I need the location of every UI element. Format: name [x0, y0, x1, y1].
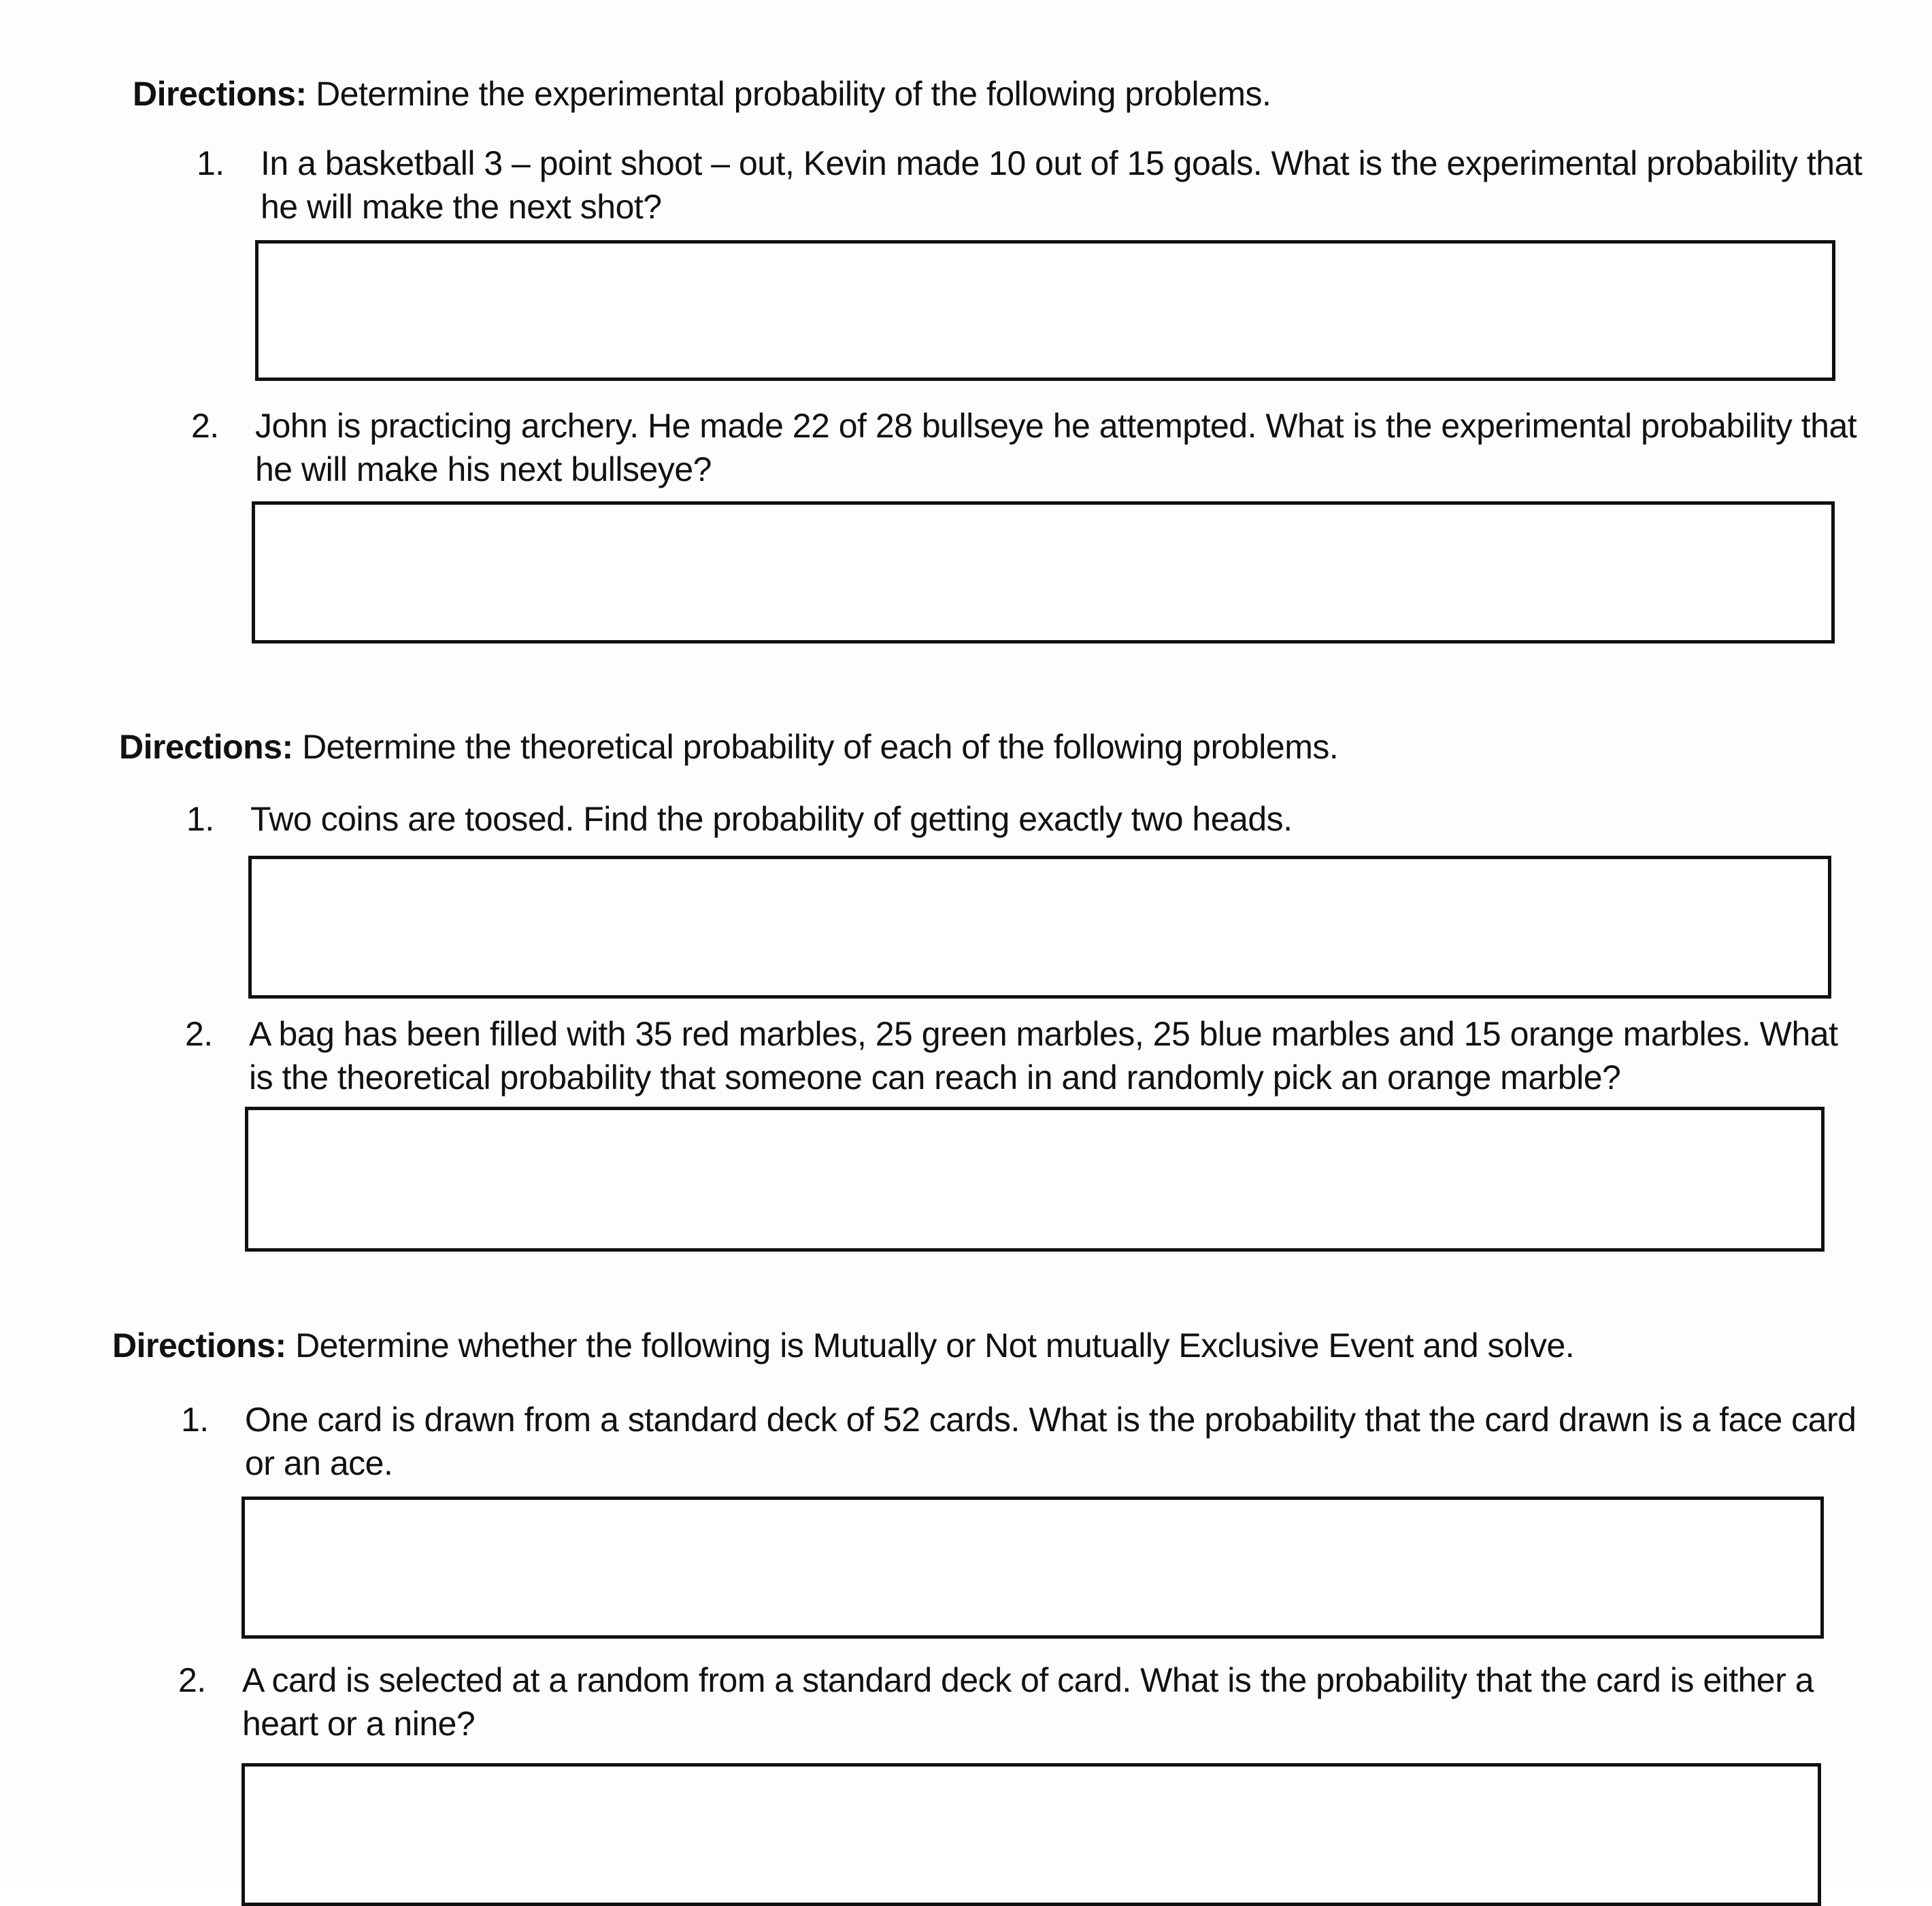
problem-experimental-1 — [197, 141, 1893, 229]
directions-text: Determine the experimental probability of the following problems. — [316, 75, 1271, 113]
problem-question: In a basketball 3 – point shoot – out, Kevin made 10 out of 15 goals. What is the experimental probability that he will make the next shot? — [261, 144, 1863, 226]
problem-question: A card is selected at a random from a standard deck of card. What is the probability that the card is either a heart or a nine? — [242, 1661, 1814, 1743]
directions-label: Directions: — [112, 1326, 286, 1365]
problem-question: Two coins are toosed. Find the probability of getting exactly two heads. — [250, 800, 1293, 838]
answer-box-experimental-1[interactable] — [255, 240, 1835, 381]
problem-theoretical-2 — [185, 1012, 1841, 1099]
answer-box-mutually-exclusive-2[interactable] — [242, 1763, 1821, 1906]
problem-number: 1. — [197, 144, 224, 182]
problem-number: 1. — [186, 800, 214, 838]
problem-theoretical-1 — [186, 797, 1883, 841]
problem-question: One card is drawn from a standard deck of 52 cards. What is the probability that the card drawn is a face card or an ace. — [245, 1401, 1856, 1482]
directions-label: Directions: — [119, 728, 293, 766]
problem-number: 1. — [181, 1401, 209, 1439]
problem-mutually-exclusive-1 — [181, 1398, 1891, 1485]
directions-text: Determine whether the following is Mutually or Not mutually Exclusive Event and solve. — [295, 1326, 1575, 1365]
problem-question: A bag has been filled with 35 red marbles, 25 green marbles, 25 blue marbles and 15 orange marbles. What is the theoretical probability that someone can reach in and randomly pick an orange marble? — [249, 1015, 1838, 1097]
problem-number: 2. — [191, 407, 219, 445]
problem-experimental-2 — [191, 404, 1901, 491]
problem-number: 2. — [178, 1661, 206, 1699]
directions-text: Determine the theoretical probability of each of the following problems. — [302, 728, 1339, 766]
answer-box-mutually-exclusive-1[interactable] — [242, 1497, 1824, 1639]
answer-box-theoretical-1[interactable] — [248, 856, 1831, 999]
problem-number: 2. — [185, 1015, 213, 1053]
answer-box-theoretical-2[interactable] — [245, 1107, 1825, 1252]
directions-mutually-exclusive — [112, 1325, 1574, 1366]
directions-theoretical — [119, 726, 1338, 767]
answer-box-experimental-2[interactable] — [252, 501, 1835, 643]
directions-label: Directions: — [133, 75, 307, 113]
problem-mutually-exclusive-2 — [178, 1658, 1834, 1745]
directions-experimental — [133, 73, 1271, 114]
problem-question: John is practicing archery. He made 22 of 28 bullseye he attempted. What is the experimental probability that he will make his next bullseye? — [255, 407, 1857, 488]
